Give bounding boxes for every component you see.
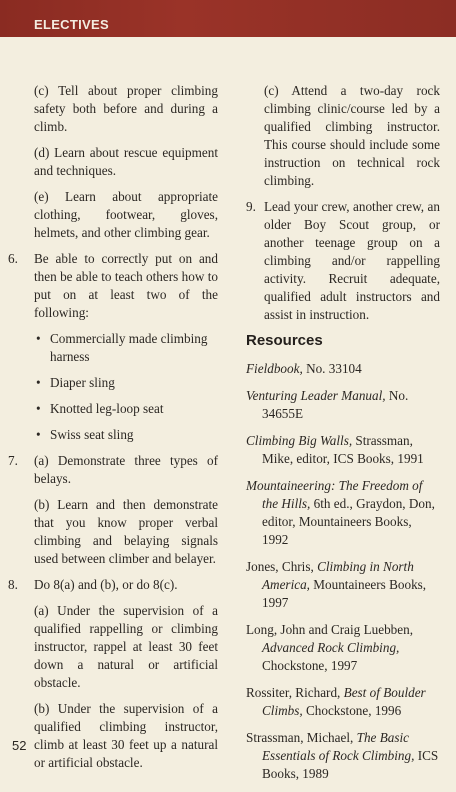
resource-title: Best of Boulder Climbs, (262, 685, 426, 718)
resource-title: The Basic Essentials of Rock Climbing, (262, 730, 415, 763)
resource-title: Fieldbook, (246, 361, 303, 376)
page-number: 52 (12, 738, 27, 753)
right-column (246, 82, 440, 792)
bullet-text: Diaper sling (50, 375, 115, 390)
requirement-7b: (b) Learn and then demonstrate that you know proper verbal climbing and belaying signals used between climber and belayer. (34, 497, 218, 566)
bullet-icon: • (36, 331, 41, 346)
requirement-8c: (c) Attend a two-day rock climbing clinic/course led by a qualified climbing instructor. This course should include some instruction on technical rock climbing. (264, 83, 440, 188)
resource-title: Mountaineering: The Freedom of the Hills, (246, 478, 423, 511)
section-title: ELECTIVES (34, 17, 109, 32)
requirement-number: 8. (8, 577, 18, 592)
bullet-item (8, 426, 218, 444)
requirement-8b: (b) Under the supervision of a qualified climbing instructor, climb at least 30 feet up a natural or artificial obstacle. (34, 701, 218, 770)
requirement-text: Do 8(a) and (b), or do 8(c). (34, 577, 178, 592)
requirement-text: Be able to correctly put on and then be able to teach others how to put on at least two of the following: (34, 251, 218, 320)
bullet-item (8, 330, 218, 366)
bullet-text: Swiss seat sling (50, 427, 134, 442)
resource-entry (246, 360, 440, 378)
requirement-7 (8, 452, 218, 488)
resource-entry (246, 684, 440, 720)
resource-author: Rossiter, Richard, (246, 685, 344, 700)
requirement-5e: (e) Learn about appropriate clothing, footwear, gloves, helmets, and other climbing gear. (34, 189, 218, 240)
requirement-text: Lead your crew, another crew, an older Boy Scout group, or another teenage group on a climbing and/or rappelling activity. Recruit adequate, qualified adult instructors and assist in instruction. (264, 199, 440, 322)
resource-entry (246, 729, 440, 783)
resource-entry (246, 477, 440, 549)
requirement-number: 9. (246, 199, 256, 214)
resource-title: Venturing Leader Manual, (246, 388, 386, 403)
requirement-9 (246, 198, 440, 324)
resource-details: No. 34655E (262, 388, 409, 421)
resources-list (246, 360, 440, 783)
resource-details: Chockstone, 1996 (302, 703, 402, 718)
resource-entry (246, 432, 440, 468)
resource-title: Climbing Big Walls, (246, 433, 353, 448)
resource-title: Advanced Rock Climbing, (262, 640, 400, 655)
bullet-icon: • (36, 401, 41, 416)
resource-entry (246, 621, 440, 675)
resource-title: Climbing in North America, (262, 559, 414, 592)
requirement-8 (8, 576, 218, 594)
bullet-item (8, 400, 218, 418)
resources-heading: Resources (246, 332, 323, 349)
resource-author: Strassman, Michael, (246, 730, 357, 745)
resource-details: No. 33104 (302, 361, 362, 376)
requirement-number: 6. (8, 251, 18, 266)
requirement-number: 7. (8, 453, 18, 468)
resource-details: Chockstone, 1997 (262, 658, 358, 673)
requirement-6 (8, 250, 218, 322)
left-column (8, 82, 218, 780)
resource-details: Strassman, Mike, editor, ICS Books, 1991 (262, 433, 424, 466)
resource-author: Long, John and Craig Luebben, (246, 622, 414, 637)
resource-entry (246, 387, 440, 423)
resource-details: Mountaineers Books, 1997 (262, 577, 427, 610)
requirement-text: (a) Demonstrate three types of belays. (34, 453, 218, 486)
requirement-8a: (a) Under the supervision of a qualified rappelling or climbing instructor, rappel at least 30 feet down a natural or artificial obstacle. (34, 603, 218, 690)
requirement-5d: (d) Learn about rescue equipment and techniques. (34, 145, 218, 178)
bullet-text: Commercially made climbing harness (50, 331, 208, 364)
bullet-icon: • (36, 427, 41, 442)
resource-author: Jones, Chris, (246, 559, 318, 574)
section-header-band (0, 0, 456, 37)
resource-entry (246, 558, 440, 612)
bullet-icon: • (36, 375, 41, 390)
bullet-text: Knotted leg-loop seat (50, 401, 164, 416)
bullet-item (8, 374, 218, 392)
resource-details: ICS Books, 1989 (262, 748, 439, 781)
requirement-5c: (c) Tell about proper climbing safety both before and during a climb. (34, 83, 218, 134)
resource-details: 6th ed., Graydon, Don, editor, Mountaineers Books, 1992 (262, 496, 435, 547)
